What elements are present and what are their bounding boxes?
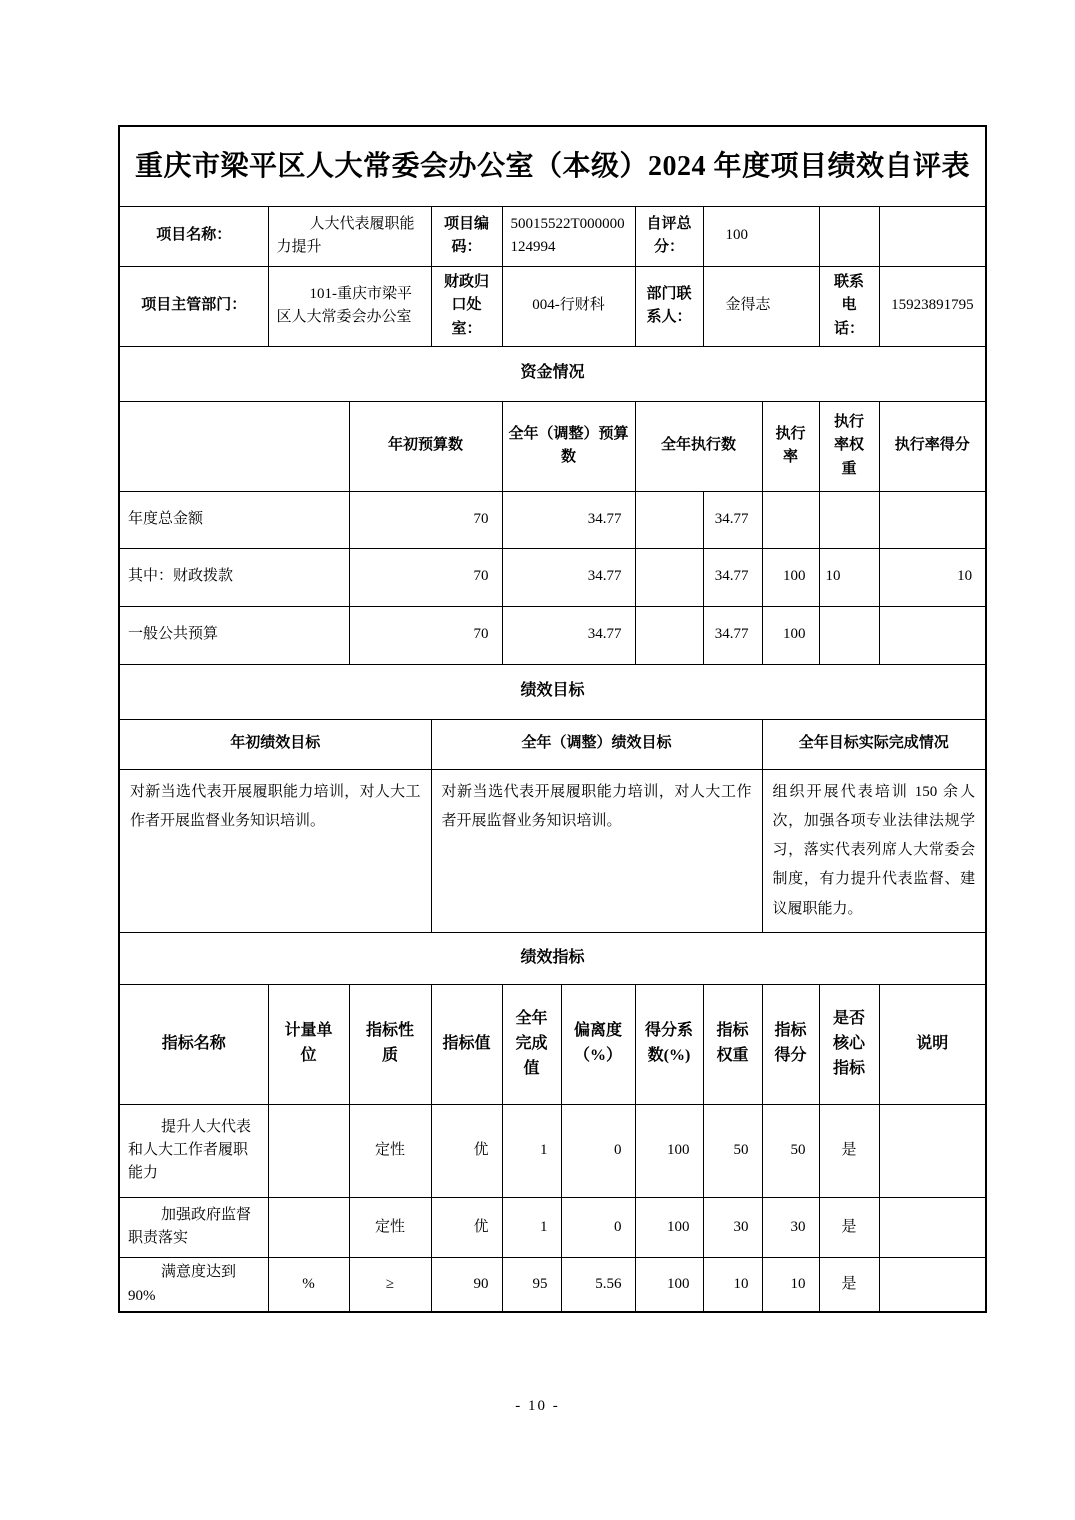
project-info-row <box>119 206 986 266</box>
execution-rate-value: 100 <box>762 606 819 664</box>
nature-value: 定性 <box>349 1104 431 1197</box>
nature-value: 定性 <box>349 1197 431 1257</box>
adjusted-budget-value: 34.77 <box>502 491 635 548</box>
col-weight: 指标权重 <box>703 984 762 1104</box>
initial-budget-value: 70 <box>349 491 502 548</box>
target-value: 优 <box>431 1104 502 1197</box>
weight-value: 50 <box>703 1104 762 1197</box>
empty-cell <box>635 491 703 548</box>
funding-header-row <box>119 401 986 491</box>
core-indicator-value: 是 <box>819 1104 879 1197</box>
col-nature: 指标性质 <box>349 984 431 1104</box>
goals-header-row <box>119 719 986 769</box>
rate-score-value: 10 <box>879 548 986 606</box>
unit-value: % <box>268 1257 349 1312</box>
deviation-value: 0 <box>561 1197 635 1257</box>
col-unit: 计量单位 <box>268 984 349 1104</box>
indicators-section-title: 绩效指标 <box>119 932 986 984</box>
finance-office-label: 财政归口处室： <box>431 266 502 346</box>
self-score-value: 100 <box>703 206 819 266</box>
col-execution-rate: 执行率 <box>762 401 819 491</box>
col-adjusted-budget: 全年（调整）预算数 <box>502 401 635 491</box>
rate-score-value <box>879 491 986 548</box>
empty-cell <box>879 206 986 266</box>
empty-cell <box>819 206 879 266</box>
adjusted-budget-value: 34.77 <box>502 548 635 606</box>
funding-row-total <box>119 491 986 548</box>
indicator-name: 加强政府监督职责落实 <box>119 1197 268 1257</box>
goals-section-title: 绩效目标 <box>119 664 986 719</box>
finance-office-value: 004-行财科 <box>502 266 635 346</box>
col-executed-amount: 全年执行数 <box>635 401 762 491</box>
completed-value: 1 <box>502 1104 561 1197</box>
indicator-name: 满意度达到90% <box>119 1257 268 1312</box>
col-rate-score: 执行率得分 <box>879 401 986 491</box>
remark-cell <box>879 1197 986 1257</box>
coefficient-value: 100 <box>635 1197 703 1257</box>
col-initial-goal: 年初绩效目标 <box>119 719 431 769</box>
col-rate-weight: 执行率权重 <box>819 401 879 491</box>
initial-budget-value: 70 <box>349 606 502 664</box>
project-code-value: 50015522T000000124994 <box>502 206 635 266</box>
department-label: 项目主管部门： <box>119 266 268 346</box>
funding-row-label: 年度总金额 <box>119 491 349 548</box>
initial-goal-text: 对新当选代表开展履职能力培训，对人大工作者开展监督业务知识培训。 <box>119 769 431 932</box>
weight-value: 30 <box>703 1197 762 1257</box>
nature-value: ≥ <box>349 1257 431 1312</box>
coefficient-value: 100 <box>635 1257 703 1312</box>
phone-value: 15923891795 <box>879 266 986 346</box>
empty-cell <box>635 548 703 606</box>
contact-label: 部门联系人： <box>635 266 703 346</box>
indicator-row <box>119 1257 986 1312</box>
executed-amount-value: 34.77 <box>703 606 762 664</box>
funding-section-title: 资金情况 <box>119 346 986 401</box>
core-indicator-value: 是 <box>819 1197 879 1257</box>
col-deviation: 偏离度（%） <box>561 984 635 1104</box>
unit-value <box>268 1104 349 1197</box>
score-value: 30 <box>762 1197 819 1257</box>
deviation-value: 5.56 <box>561 1257 635 1312</box>
score-value: 50 <box>762 1104 819 1197</box>
rate-score-value <box>879 606 986 664</box>
indicators-section-row <box>119 932 986 984</box>
deviation-value: 0 <box>561 1104 635 1197</box>
completed-value: 1 <box>502 1197 561 1257</box>
col-core-indicator: 是否核心指标 <box>819 984 879 1104</box>
goals-section-row <box>119 664 986 719</box>
execution-rate-value <box>762 491 819 548</box>
col-score: 指标得分 <box>762 984 819 1104</box>
rate-weight-value <box>819 606 879 664</box>
self-evaluation-table <box>118 125 987 1313</box>
actual-completion-text: 组织开展代表培训 150 余人次，加强各项专业法律法规学习，落实代表列席人大常委会制度，有力提升代表监督、建议履职能力。 <box>762 769 986 932</box>
funding-row-public-budget <box>119 606 986 664</box>
rate-weight-value: 10 <box>819 548 879 606</box>
target-value: 90 <box>431 1257 502 1312</box>
target-value: 优 <box>431 1197 502 1257</box>
phone-label: 联系电话： <box>819 266 879 346</box>
project-code-label: 项目编码： <box>431 206 502 266</box>
col-remark: 说明 <box>879 984 986 1104</box>
coefficient-value: 100 <box>635 1104 703 1197</box>
empty-cell <box>635 606 703 664</box>
department-info-row <box>119 266 986 346</box>
funding-row-label: 一般公共预算 <box>119 606 349 664</box>
indicator-row <box>119 1197 986 1257</box>
rate-weight-value <box>819 491 879 548</box>
executed-amount-value: 34.77 <box>703 491 762 548</box>
project-name-label: 项目名称： <box>119 206 268 266</box>
adjusted-goal-text: 对新当选代表开展履职能力培训，对人大工作者开展监督业务知识培训。 <box>431 769 762 932</box>
remark-cell <box>879 1104 986 1197</box>
title-row <box>119 126 986 206</box>
indicator-row <box>119 1104 986 1197</box>
department-value: 101-重庆市梁平区人大常委会办公室 <box>268 266 431 346</box>
goals-content-row <box>119 769 986 932</box>
core-indicator-value: 是 <box>819 1257 879 1312</box>
contact-value: 金得志 <box>703 266 819 346</box>
col-score-coefficient: 得分系数(%) <box>635 984 703 1104</box>
adjusted-budget-value: 34.77 <box>502 606 635 664</box>
page-number: - 10 - <box>515 1398 560 1414</box>
col-target-value: 指标值 <box>431 984 502 1104</box>
self-score-label: 自评总分： <box>635 206 703 266</box>
funding-row-label: 其中：财政拨款 <box>119 548 349 606</box>
executed-amount-value: 34.77 <box>703 548 762 606</box>
initial-budget-value: 70 <box>349 548 502 606</box>
funding-row-fiscal <box>119 548 986 606</box>
completed-value: 95 <box>502 1257 561 1312</box>
unit-value <box>268 1197 349 1257</box>
col-completed-value: 全年完成值 <box>502 984 561 1104</box>
weight-value: 10 <box>703 1257 762 1312</box>
col-initial-budget: 年初预算数 <box>349 401 502 491</box>
col-indicator-name: 指标名称 <box>119 984 268 1104</box>
project-name-value: 人大代表履职能力提升 <box>268 206 431 266</box>
remark-cell <box>879 1257 986 1312</box>
score-value: 10 <box>762 1257 819 1312</box>
funding-section-row <box>119 346 986 401</box>
empty-cell <box>119 401 349 491</box>
indicators-header-row <box>119 984 986 1104</box>
indicator-name: 提升人大代表和人大工作者履职能力 <box>119 1104 268 1197</box>
col-actual-completion: 全年目标实际完成情况 <box>762 719 986 769</box>
document-title: 重庆市梁平区人大常委会办公室（本级）2024 年度项目绩效自评表 <box>119 126 986 206</box>
execution-rate-value: 100 <box>762 548 819 606</box>
col-adjusted-goal: 全年（调整）绩效目标 <box>431 719 762 769</box>
